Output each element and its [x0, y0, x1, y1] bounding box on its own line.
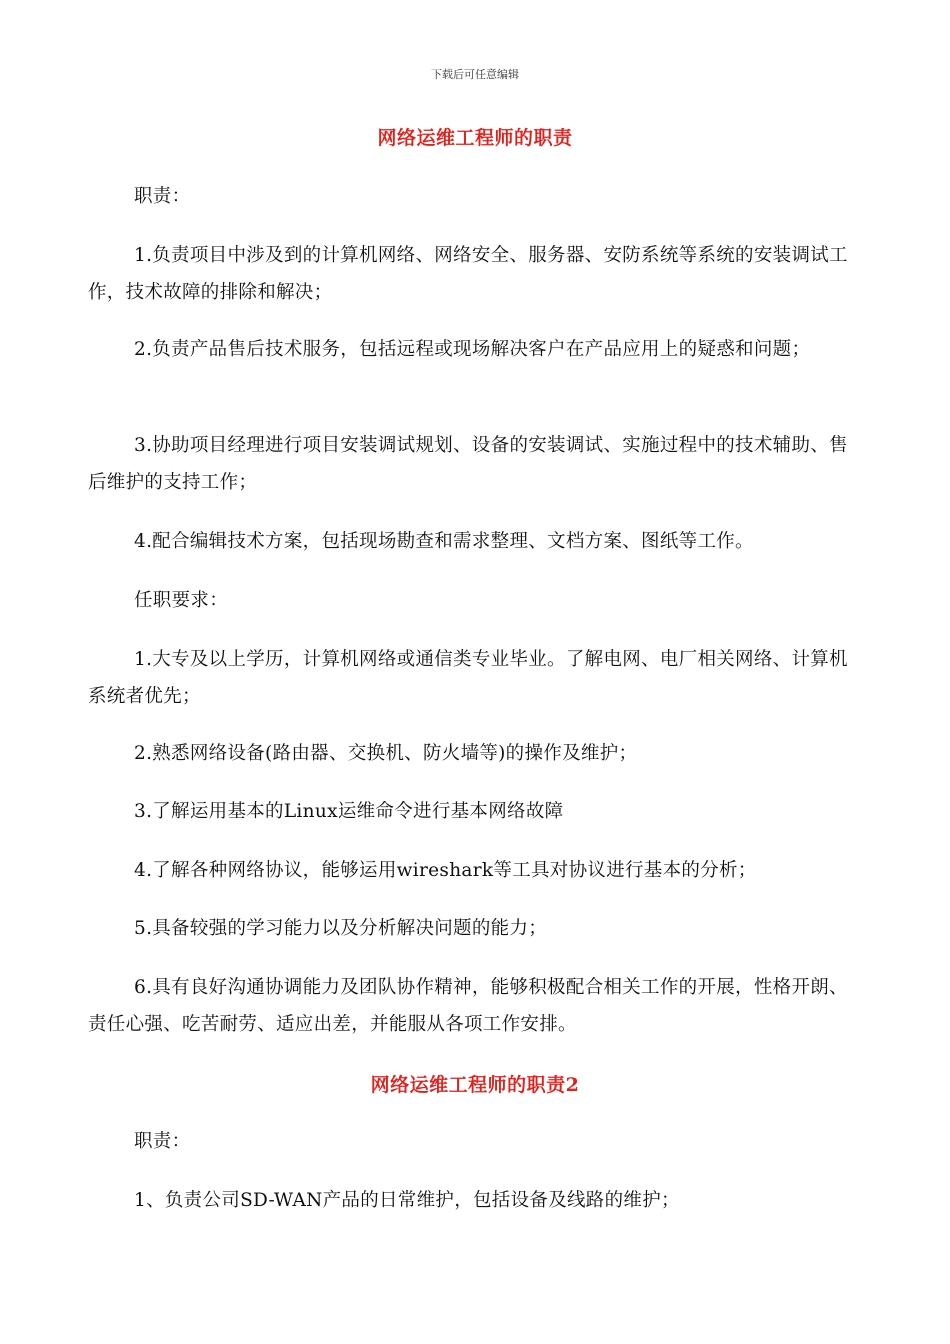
- requirement-item: 4.了解各种网络协议，能够运用wireshark等工具对协议进行基本的分析；: [134, 860, 757, 881]
- requirement-item: 1.大专及以上学历，计算机网络或通信类专业毕业。了解电网、电厂相关网络、计算机系统者优先；: [88, 649, 848, 707]
- duties-heading: 职责：: [134, 1131, 191, 1152]
- header-note: 下载后可任意编辑: [431, 68, 519, 81]
- duty-item: 1、负责公司SD-WAN产品的日常维护，包括设备及线路的维护；: [134, 1190, 680, 1211]
- duty-item: 1.负责项目中涉及到的计算机网络、网络安全、服务器、安防系统等系统的安装调试工作，技术故障的排除和解决；: [88, 245, 848, 303]
- section-title: 网络运维工程师的职责: [377, 127, 573, 149]
- requirement-item: 2.熟悉网络设备(路由器、交换机、防火墙等)的操作及维护；: [134, 743, 638, 764]
- requirement-item: 5.具备较强的学习能力以及分析解决问题的能力；: [134, 918, 548, 939]
- requirements-heading: 任职要求：: [134, 590, 229, 611]
- duty-item: 4.配合编辑技术方案，包括现场勘查和需求整理、文档方案、图纸等工作。: [134, 531, 754, 552]
- section-title: 网络运维工程师的职责2: [370, 1074, 580, 1096]
- duties-heading: 职责：: [134, 186, 191, 207]
- requirement-item: 6.具有良好沟通协调能力及团队协作精神，能够积极配合相关工作的开展，性格开朗、责任心强、吃苦耐劳、适应出差，并能服从各项工作安排。: [88, 977, 848, 1035]
- requirement-item: 3.了解运用基本的Linux运维命令进行基本网络故障: [134, 801, 564, 822]
- duty-item: 2.负责产品售后技术服务，包括远程或现场解决客户在产品应用上的疑惑和问题；: [134, 339, 811, 360]
- duty-item: 3.协助项目经理进行项目安装调试规划、设备的安装调试、实施过程中的技术辅助、售后维护的支持工作；: [88, 435, 848, 493]
